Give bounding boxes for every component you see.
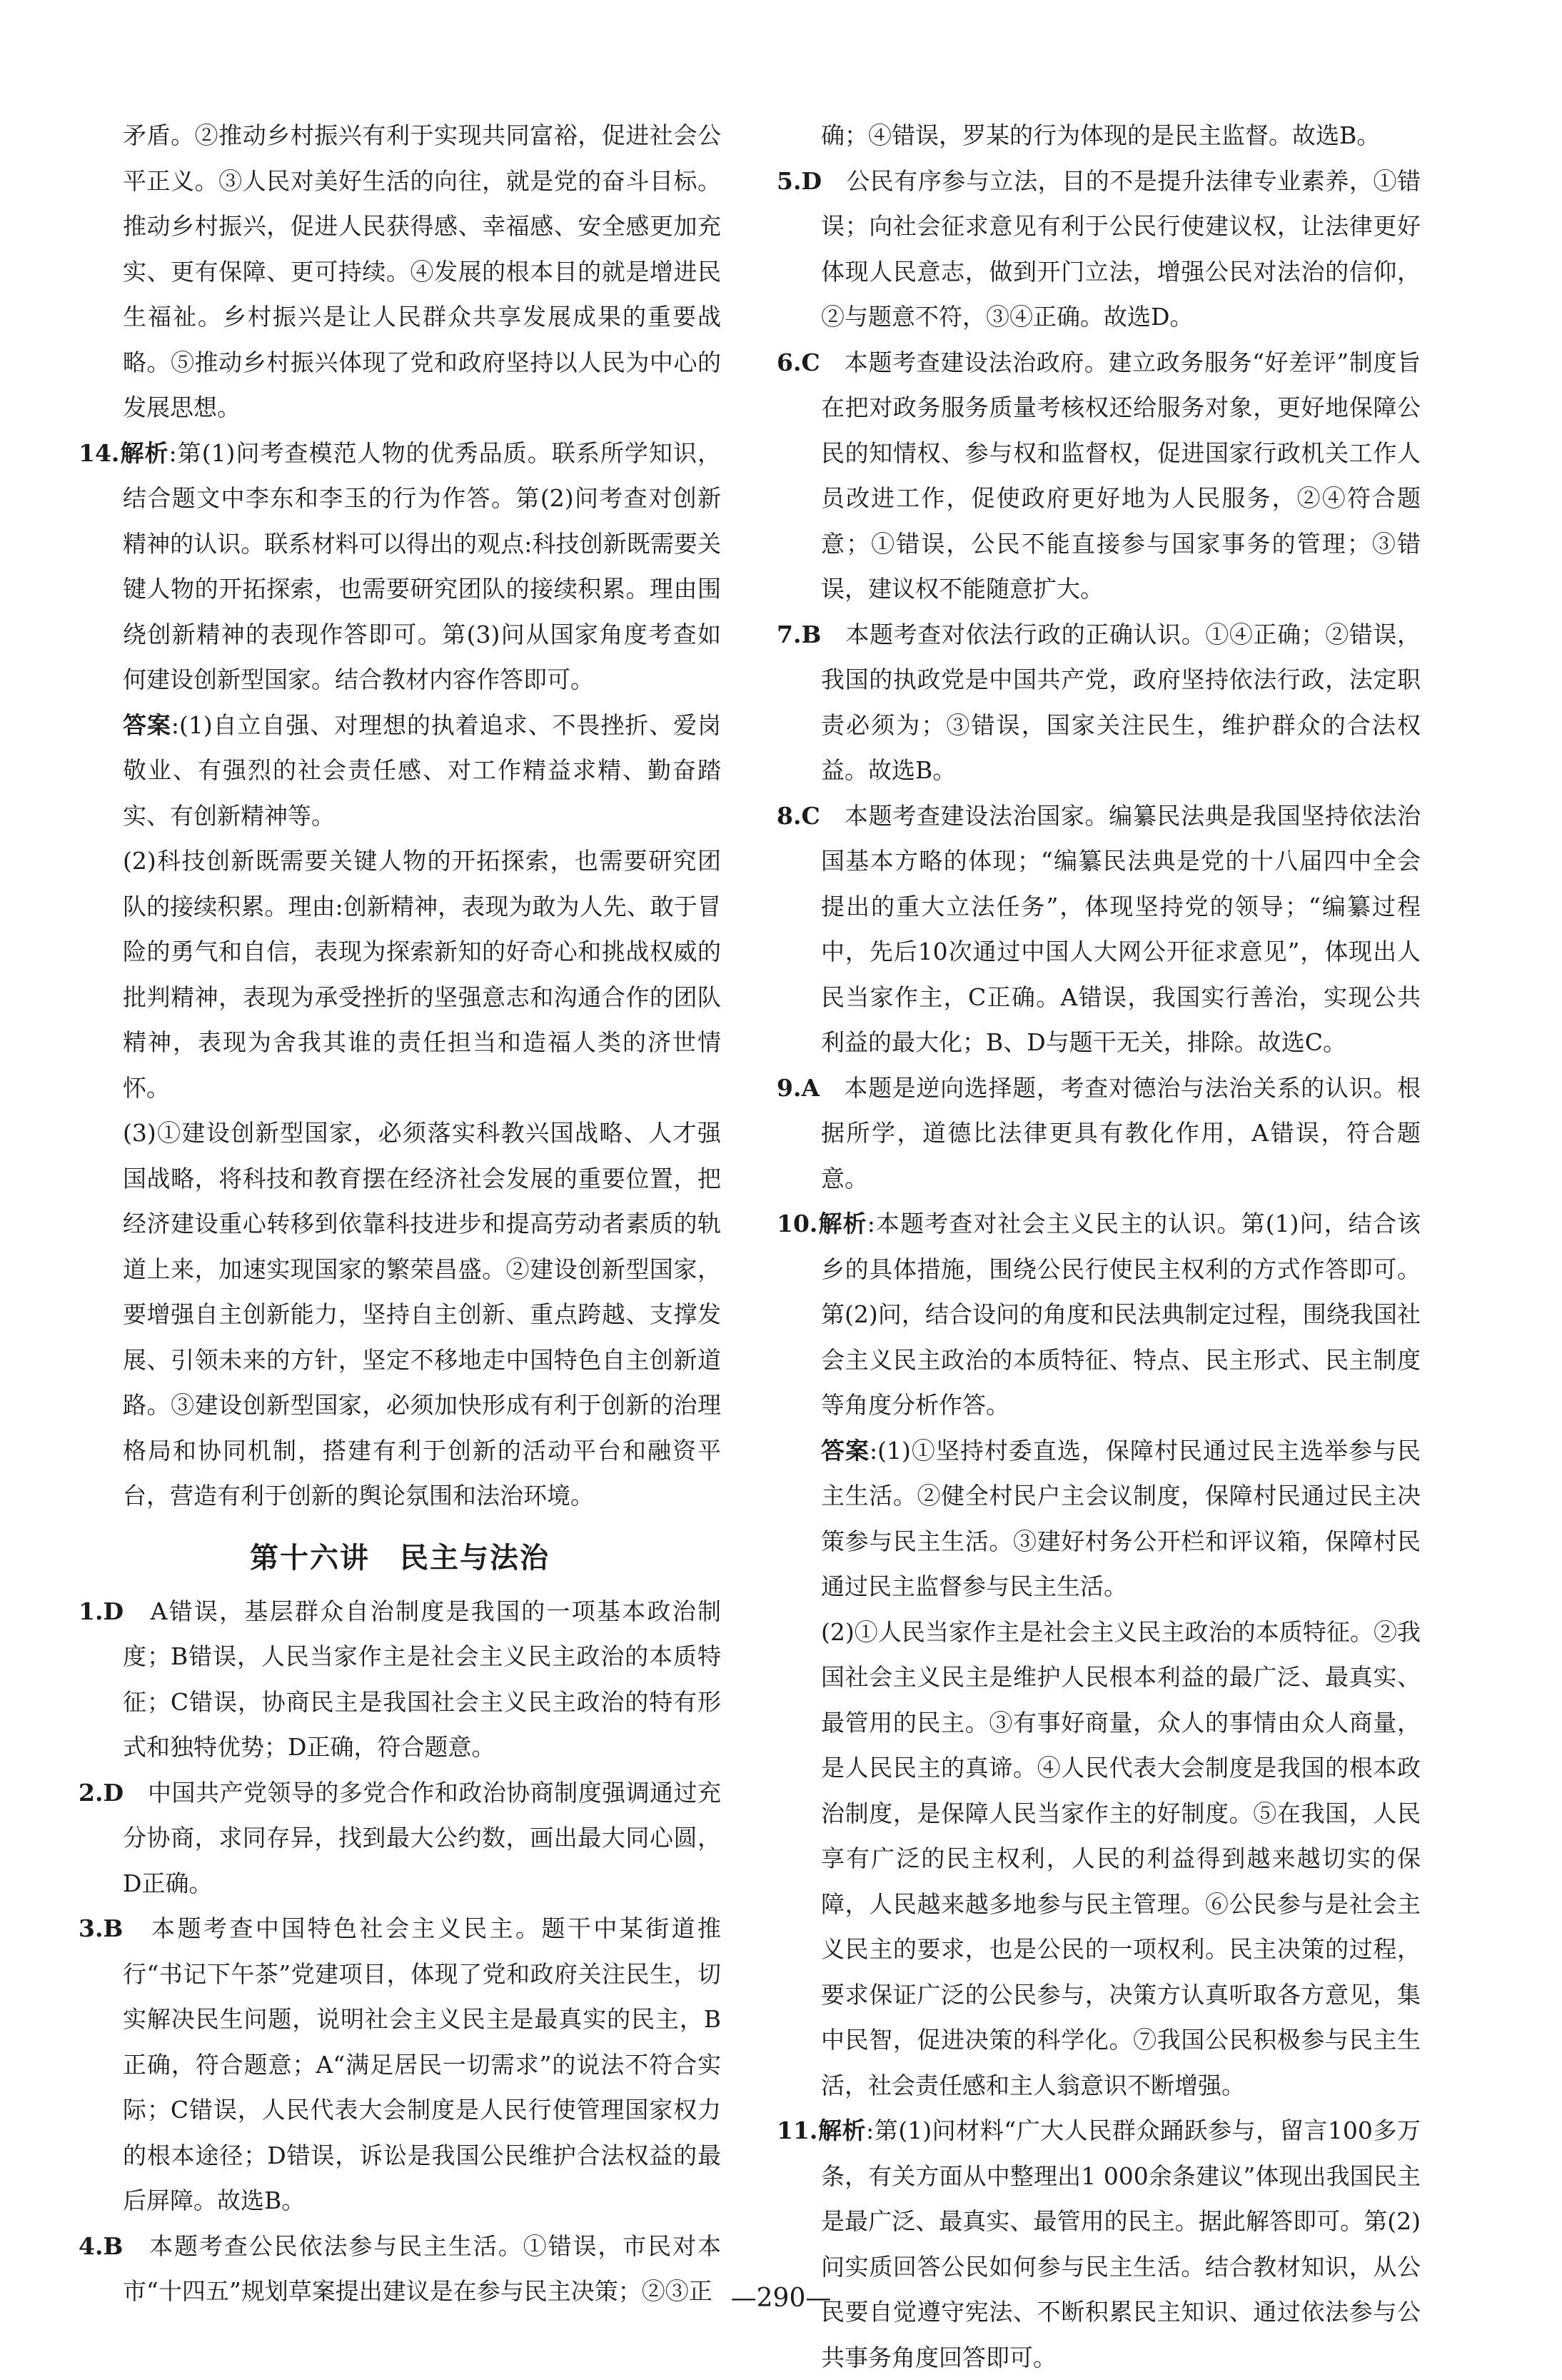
question-number: 2.D bbox=[79, 1778, 124, 1807]
question-5 bbox=[777, 159, 1421, 340]
answer-part-3: (3)①建设创新型国家，必须落实科教兴国战略、人才强国战略，将科技和教育摆在经济社会发展的重要位置，把经济建设重心转移到依靠科技进步和提高劳动者素质的轨道上来，加速实现国家的繁荣昌盛。②建设创新型国家，要增强自主创新能力，坚持自主创新、重点跨越、支撑发展、引领未来的方针，坚定不移地走中国特色自主创新道路。③建设创新型国家，必须加快形成有利于创新的治理格局和协同机制，搭建有利于创新的活动平台和融资平台，营造有利于创新的舆论氛围和法治环境。 bbox=[123, 1119, 721, 1510]
question-number: 6.C bbox=[777, 348, 820, 376]
question-text: 本题考查对依法行政的正确认识。①④正确；②错误，我国的执政党是中国共产党，政府坚持依法行政，法定职责必须为；③错误，国家关注民生，维护群众的合法权益。故选B。 bbox=[821, 620, 1421, 784]
analysis-text: :第(1)问考查模范人物的优秀品质。联系所学知识，结合题文中李东和李玉的行为作答。第(2)问考查对创新精神的认识。联系材料可以得出的观点:科技创新既需要关键人物的开拓探索，也需要研究团队的接续积累。理由围绕创新精神的表现作答即可。第(3)问从国家角度考查如何建设创新型国家。结合教材内容作答即可。 bbox=[123, 438, 721, 693]
question-text: 中国共产党领导的多党合作和政治协商制度强调通过充分协商，求同存异，找到最大公约数，画出最大同心圆，D正确。 bbox=[123, 1778, 721, 1897]
question-10 bbox=[777, 1201, 1421, 2108]
right-column bbox=[777, 113, 1421, 2380]
question-number: 11. bbox=[777, 2117, 818, 2144]
question-9 bbox=[777, 1065, 1421, 1202]
question-number: 3.B bbox=[79, 1914, 124, 1942]
question-2 bbox=[79, 1770, 721, 1907]
question-number: 4.B bbox=[79, 2231, 124, 2260]
answer-part-1: :(1)自立自强、对理想的执着追求、不畏挫折、爱岗敬业、有强烈的社会责任感、对工作精益求精、勤奋踏实、有创新精神等。 bbox=[123, 711, 721, 830]
question-number: 1.D bbox=[79, 1597, 124, 1625]
answer-part-1: :(1)①坚持村委直选，保障村民通过民主选举参与民主生活。②健全村民户主会议制度，保障村民通过民主决策参与民主生活。③建好村务公开栏和评议箱，保障村民通过民主监督参与民主生活。 bbox=[821, 1436, 1421, 1600]
question-1 bbox=[79, 1589, 721, 1770]
left-column bbox=[79, 113, 721, 2314]
question-number: 7.B bbox=[777, 620, 822, 648]
paragraph-continuation: 矛盾。②推动乡村振兴有利于实现共同富裕，促进社会公平正义。③人民对美好生活的向往，就是党的奋斗目标。推动乡村振兴，促进人民获得感、幸福感、安全感更加充实、更有保障、更可持续。④发展的根本目的就是增进民生福祉。乡村振兴是让人民群众共享发展成果的重要战略。⑤推动乡村振兴体现了党和政府坚持以人民为中心的发展思想。 bbox=[123, 121, 721, 421]
paragraph-continuation: 确；④错误，罗某的行为体现的是民主监督。故选B。 bbox=[821, 121, 1381, 149]
question-text: 本题考查公民依法参与民主生活。①错误，市民对本市“十四五”规划草案提出建议是在参与民主决策；②③正 bbox=[123, 2231, 721, 2305]
question-7 bbox=[777, 612, 1421, 793]
analysis-label: 解析 bbox=[817, 1210, 867, 1237]
question-8 bbox=[777, 793, 1421, 1065]
page-number: —290— bbox=[730, 2284, 832, 2313]
analysis-label: 解析 bbox=[119, 438, 169, 467]
section-heading: 第十六讲 民主与法治 bbox=[250, 1541, 550, 1575]
answer-label: 答案 bbox=[123, 711, 171, 739]
question-number: 9.A bbox=[777, 1073, 820, 1102]
answer-label: 答案 bbox=[821, 1436, 870, 1465]
question-number: 5.D bbox=[777, 166, 822, 195]
question-text: 本题是逆向选择题，考查对德治与法治关系的认识。根据所学，道德比法律更具有教化作用，A错误，符合题意。 bbox=[820, 1073, 1421, 1192]
analysis-text: :第(1)问材料“广大人民群众踊跃参与，留言100多万条，有关方面从中整理出1 000余条建议”体现出我国民主是最广泛、最真实、最管用的民主。据此解答即可。第(2)问实质回答公民如何参与民主生活。结合教材知识，从公民要自觉遵守宪法、不断积累民主知识、通过依法参与公共事务角度回答即可。 bbox=[821, 2117, 1421, 2371]
question-6 bbox=[777, 340, 1421, 612]
question-text: 本题考查建设法治政府。建立政务服务“好差评”制度旨在把对政务服务质量考核权还给服务对象，更好地保障公民的知情权、参与权和监督权，促进国家行政机关工作人员改进工作，促使政府更好地为人民服务，②④符合题意；①错误，公民不能直接参与国家事务的管理；③错误，建议权不能随意扩大。 bbox=[820, 348, 1421, 603]
question-text: A错误，基层群众自治制度是我国的一项基本政治制度；B错误，人民当家作主是社会主义民主政治的本质特征；C错误，协商民主是我国社会主义民主政治的特有形式和独特优势；D正确，符合题意。 bbox=[123, 1597, 721, 1761]
analysis-label: 解析 bbox=[817, 2117, 867, 2144]
answer-part-2: (2)科技创新既需要关键人物的开拓探索，也需要研究团队的接续积累。理由:创新精神，表现为敢为人先、敢于冒险的勇气和自信，表现为探索新知的好奇心和挑战权威的批判精神，表现为承受挫折的坚强意志和沟通合作的团队精神，表现为舍我其谁的责任担当和造福人类的济世情怀。 bbox=[123, 847, 721, 1102]
question-text: 本题考查中国特色社会主义民主。题干中某街道推行“书记下午茶”党建项目，体现了党和政府关注民生，切实解决民生问题，说明社会主义民主是最真实的民主，B正确，符合题意；A“满足居民一切需求”的说法不符合实际；C错误，人民代表大会制度是人民行使管理国家权力的根本途径；D错误，诉讼是我国公民维护合法权益的最后屏障。故选B。 bbox=[123, 1914, 721, 2214]
question-14 bbox=[79, 431, 721, 1519]
question-text: 本题考查建设法治国家。编纂民法典是我国坚持依法治国基本方略的体现；“编纂民法典是党的十八届四中全会提出的重大立法任务”，体现坚持党的领导；“编纂过程中，先后10次通过中国人大网公开征求意见”，体现出人民当家作主，C正确。A错误，我国实行善治，实现公共利益的最大化；B、D与题干无关，排除。故选C。 bbox=[820, 801, 1421, 1056]
question-number: 14. bbox=[79, 438, 120, 467]
question-number: 10. bbox=[777, 1210, 818, 1237]
answer-part-2: (2)①人民当家作主是社会主义民主政治的本质特征。②我国社会主义民主是维护人民根本利益的最广泛、最真实、最管用的民主。③有事好商量，众人的事情由众人商量，是人民民主的真谛。④人民代表大会制度是我国的根本政治制度，是保障人民当家作主的好制度。⑤在我国，人民享有广泛的民主权利，人民的利益得到越来越切实的保障，人民越来越多地参与民主管理。⑥公民参与是社会主义民主的要求，也是公民的一项权利。民主决策的过程，要求保证广泛的公民参与，决策方认真听取各方意见，集中民智，促进决策的科学化。⑦我国公民积极参与民主生活，社会责任感和主人翁意识不断增强。 bbox=[821, 1617, 1421, 2099]
question-text: 公民有序参与立法，目的不是提升法律专业素养，①错误；向社会征求意见有利于公民行使建议权，让法律更好体现人民意志，做到开门立法，增强公民对法治的信仰，②与题意不符，③④正确。故选D。 bbox=[821, 166, 1421, 331]
question-3 bbox=[79, 1906, 721, 2224]
analysis-text: :本题考查对社会主义民主的认识。第(1)问，结合该乡的具体措施，围绕公民行使民主权利的方式作答即可。第(2)问，结合设问的角度和民法典制定过程，围绕我国社会主义民主政治的本质特征、特点、民主形式、民主制度等角度分析作答。 bbox=[821, 1210, 1421, 1419]
question-11 bbox=[777, 2108, 1421, 2380]
question-number: 8.C bbox=[777, 801, 820, 830]
